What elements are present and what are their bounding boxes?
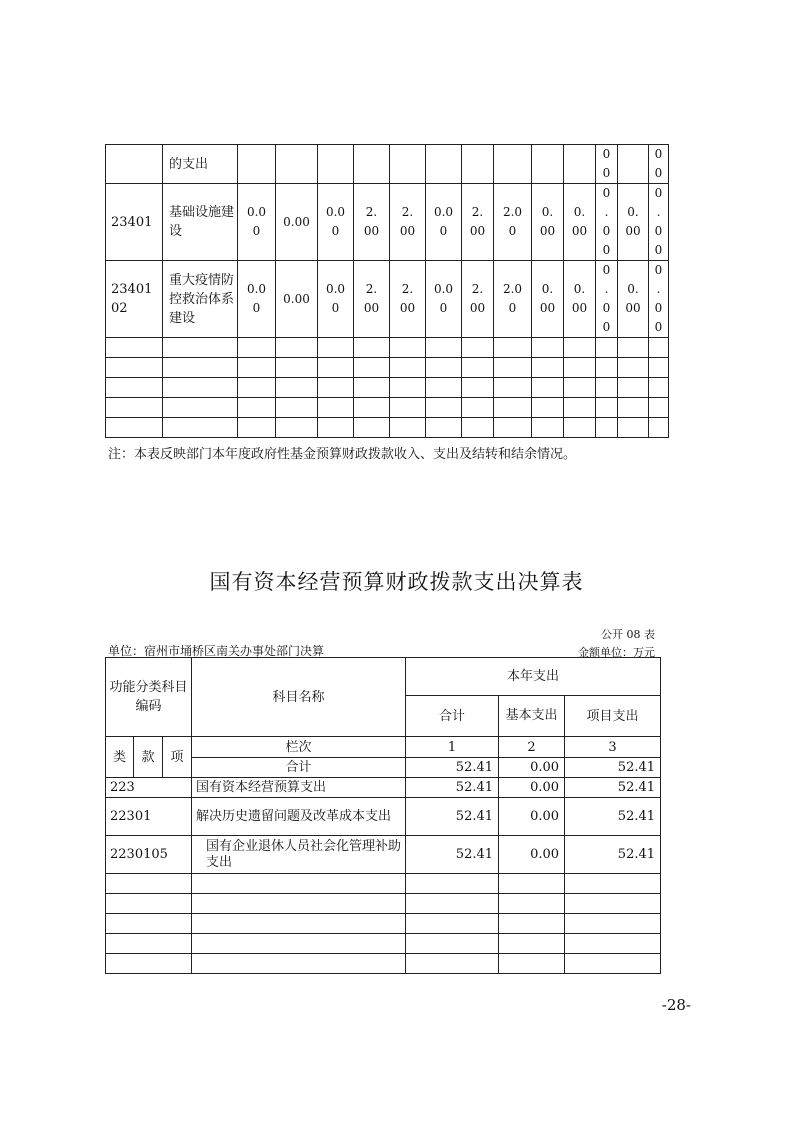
empty-cell: [596, 418, 618, 438]
empty-cell: [618, 378, 649, 398]
header-total: 合计: [406, 696, 499, 737]
row-total: 52.41: [406, 836, 499, 874]
row-value: 0. 00: [564, 261, 596, 338]
row-basic: 0.00: [499, 836, 565, 874]
empty-row: [106, 934, 661, 954]
empty-cell: [426, 398, 462, 418]
empty-cell: [354, 378, 390, 398]
row-value: 2. 00: [354, 184, 390, 261]
empty-cell: [532, 378, 564, 398]
empty-cell: [462, 378, 494, 398]
empty-cell: [426, 358, 462, 378]
row-value: [494, 145, 532, 184]
empty-cell: [390, 398, 426, 418]
row-value: 2. 00: [390, 261, 426, 338]
empty-cell: [596, 398, 618, 418]
table-row: [106, 145, 669, 184]
empty-cell: [565, 934, 661, 954]
empty-cell: [618, 358, 649, 378]
empty-cell: [426, 378, 462, 398]
empty-row: [106, 894, 661, 914]
row-value: 0. 00: [564, 184, 596, 261]
header-basic: 基本支出: [499, 696, 565, 737]
empty-cell: [238, 418, 276, 438]
row-value: [426, 145, 462, 184]
empty-cell: [618, 398, 649, 418]
empty-cell: [618, 338, 649, 358]
empty-cell: [494, 338, 532, 358]
empty-cell: [499, 934, 565, 954]
empty-cell: [406, 894, 499, 914]
row-name: 国有资本经营预算支出: [192, 778, 406, 798]
header-col1: 1: [406, 737, 499, 758]
row-value: [532, 145, 564, 184]
empty-row: [106, 954, 661, 974]
row-value: 0 . 0 0: [596, 184, 618, 261]
empty-cell: [192, 934, 406, 954]
row-code: 2230105: [106, 836, 192, 874]
total-row-label: 合计: [192, 758, 406, 778]
empty-cell: [565, 874, 661, 894]
row-value: 0.0 0: [238, 261, 276, 338]
table-row: [106, 798, 661, 836]
empty-cell: [499, 874, 565, 894]
empty-cell: [390, 378, 426, 398]
empty-cell: [565, 914, 661, 934]
empty-cell: [192, 914, 406, 934]
row-code: [106, 145, 163, 184]
row-value: 0.00: [276, 184, 318, 261]
empty-cell: [276, 378, 318, 398]
table-row: [106, 261, 669, 338]
state-capital-expenditure-table: [105, 657, 661, 974]
header-lanci: 栏次: [192, 737, 406, 758]
empty-row: [106, 914, 661, 934]
empty-cell: [238, 338, 276, 358]
total-row-total: 52.41: [406, 758, 499, 778]
empty-cell: [106, 358, 163, 378]
empty-cell: [106, 954, 192, 974]
empty-cell: [596, 358, 618, 378]
page-number: -28-: [661, 996, 691, 1014]
empty-cell: [192, 894, 406, 914]
empty-cell: [106, 874, 192, 894]
empty-cell: [106, 914, 192, 934]
empty-cell: [106, 894, 192, 914]
empty-cell: [163, 398, 238, 418]
empty-row: [106, 338, 669, 358]
row-name: 重大疫情防控救治体系建设: [163, 261, 238, 338]
empty-cell: [532, 358, 564, 378]
row-project: 52.41: [565, 836, 661, 874]
row-code: 23401 02: [106, 261, 163, 338]
empty-cell: [426, 418, 462, 438]
empty-cell: [649, 358, 669, 378]
total-row-basic: 0.00: [499, 758, 565, 778]
row-value: [318, 145, 354, 184]
header-func-code: 功能分类科目编码: [106, 658, 192, 737]
empty-cell: [406, 934, 499, 954]
row-value: 2. 00: [462, 184, 494, 261]
empty-cell: [318, 358, 354, 378]
row-value: 0.0 0: [426, 184, 462, 261]
empty-cell: [499, 914, 565, 934]
header-xiang: 项: [163, 737, 192, 778]
empty-cell: [106, 398, 163, 418]
header-project: 项目支出: [565, 696, 661, 737]
empty-cell: [238, 398, 276, 418]
empty-cell: [318, 338, 354, 358]
row-project: 52.41: [565, 798, 661, 836]
empty-cell: [565, 894, 661, 914]
row-value: 0 0: [649, 145, 669, 184]
row-total: 52.41: [406, 778, 499, 798]
header-subject: 科目名称: [192, 658, 406, 737]
row-value: 0. 00: [532, 184, 564, 261]
header-kuan: 款: [134, 737, 163, 778]
row-value: 0. 00: [532, 261, 564, 338]
row-total: 52.41: [406, 798, 499, 836]
header-year-expenditure: 本年支出: [406, 658, 661, 696]
row-value: 0.0 0: [426, 261, 462, 338]
row-value: [276, 145, 318, 184]
row-value: 0 . 0 0: [596, 261, 618, 338]
row-code: 22301: [106, 798, 192, 836]
table-note: 注：本表反映部门本年度政府性基金预算财政拨款收入、支出及结转和结余情况。: [108, 447, 577, 462]
empty-cell: [618, 418, 649, 438]
row-value: [462, 145, 494, 184]
empty-cell: [318, 418, 354, 438]
empty-cell: [426, 338, 462, 358]
empty-cell: [238, 378, 276, 398]
row-value: 0.0 0: [238, 184, 276, 261]
empty-row: [106, 378, 669, 398]
empty-cell: [462, 398, 494, 418]
empty-cell: [494, 418, 532, 438]
row-value: [564, 145, 596, 184]
empty-cell: [532, 338, 564, 358]
row-value: [238, 145, 276, 184]
row-value: 2. 00: [462, 261, 494, 338]
table-row: [106, 778, 661, 798]
empty-cell: [163, 378, 238, 398]
empty-cell: [192, 874, 406, 894]
empty-cell: [532, 418, 564, 438]
page-title: 国有资本经营预算财政拨款支出决算表: [209, 570, 584, 594]
empty-cell: [532, 398, 564, 418]
empty-cell: [163, 338, 238, 358]
row-name: 国有企业退休人员社会化管理补助支出: [192, 836, 406, 874]
empty-cell: [564, 418, 596, 438]
empty-cell: [390, 418, 426, 438]
row-project: 52.41: [565, 778, 661, 798]
empty-cell: [649, 378, 669, 398]
empty-cell: [106, 338, 163, 358]
empty-cell: [406, 914, 499, 934]
empty-cell: [499, 894, 565, 914]
empty-cell: [106, 934, 192, 954]
empty-cell: [649, 338, 669, 358]
row-name: 的支出: [163, 145, 238, 184]
empty-cell: [649, 418, 669, 438]
empty-cell: [499, 954, 565, 974]
row-value: [354, 145, 390, 184]
empty-cell: [318, 398, 354, 418]
row-basic: 0.00: [499, 798, 565, 836]
empty-cell: [276, 358, 318, 378]
empty-cell: [564, 378, 596, 398]
empty-cell: [462, 418, 494, 438]
table-row: [106, 184, 669, 261]
row-value: [390, 145, 426, 184]
header-col3: 3: [565, 737, 661, 758]
empty-cell: [390, 358, 426, 378]
row-value: 0. 00: [618, 261, 649, 338]
fund-budget-table-continued: [105, 144, 669, 438]
empty-row: [106, 358, 669, 378]
empty-cell: [106, 378, 163, 398]
empty-cell: [276, 338, 318, 358]
row-code: 223: [106, 778, 192, 798]
empty-row: [106, 874, 661, 894]
empty-cell: [565, 954, 661, 974]
row-code: 23401: [106, 184, 163, 261]
empty-cell: [354, 418, 390, 438]
empty-cell: [406, 954, 499, 974]
row-value: 2.0 0: [494, 184, 532, 261]
empty-row: [106, 398, 669, 418]
row-name: 基础设施建设: [163, 184, 238, 261]
form-number: 公开 08 表: [601, 628, 655, 641]
empty-cell: [462, 358, 494, 378]
empty-cell: [494, 398, 532, 418]
row-value: 0 . 0 0: [649, 184, 669, 261]
empty-row: [106, 418, 669, 438]
row-name: 解决历史遗留问题及改革成本支出: [192, 798, 406, 836]
empty-cell: [276, 418, 318, 438]
empty-cell: [596, 338, 618, 358]
empty-cell: [494, 378, 532, 398]
row-value: 2. 00: [354, 261, 390, 338]
unit-label: 单位：宿州市埇桥区南关办事处部门决算: [108, 644, 325, 658]
table-row: [106, 836, 661, 874]
empty-cell: [564, 398, 596, 418]
empty-cell: [564, 358, 596, 378]
row-value: 2.0 0: [494, 261, 532, 338]
empty-cell: [354, 338, 390, 358]
total-row-project: 52.41: [565, 758, 661, 778]
empty-cell: [494, 358, 532, 378]
empty-cell: [238, 358, 276, 378]
empty-cell: [163, 418, 238, 438]
empty-cell: [596, 378, 618, 398]
empty-cell: [354, 358, 390, 378]
header-lei: 类: [106, 737, 134, 778]
empty-cell: [564, 338, 596, 358]
row-basic: 0.00: [499, 778, 565, 798]
empty-cell: [318, 378, 354, 398]
empty-cell: [406, 874, 499, 894]
row-value: 0.0 0: [318, 261, 354, 338]
empty-cell: [354, 398, 390, 418]
row-value: 0.00: [276, 261, 318, 338]
empty-cell: [390, 338, 426, 358]
amount-unit-label: 金额单位：万元: [578, 646, 655, 659]
empty-cell: [192, 954, 406, 974]
row-value: 0 0: [596, 145, 618, 184]
row-value: 0 . 0 0: [649, 261, 669, 338]
row-value: [618, 145, 649, 184]
empty-cell: [276, 398, 318, 418]
empty-cell: [649, 398, 669, 418]
empty-cell: [163, 358, 238, 378]
empty-cell: [106, 418, 163, 438]
empty-cell: [462, 338, 494, 358]
row-value: 2. 00: [390, 184, 426, 261]
header-col2: 2: [499, 737, 565, 758]
row-value: 0. 00: [618, 184, 649, 261]
row-value: 0.0 0: [318, 184, 354, 261]
